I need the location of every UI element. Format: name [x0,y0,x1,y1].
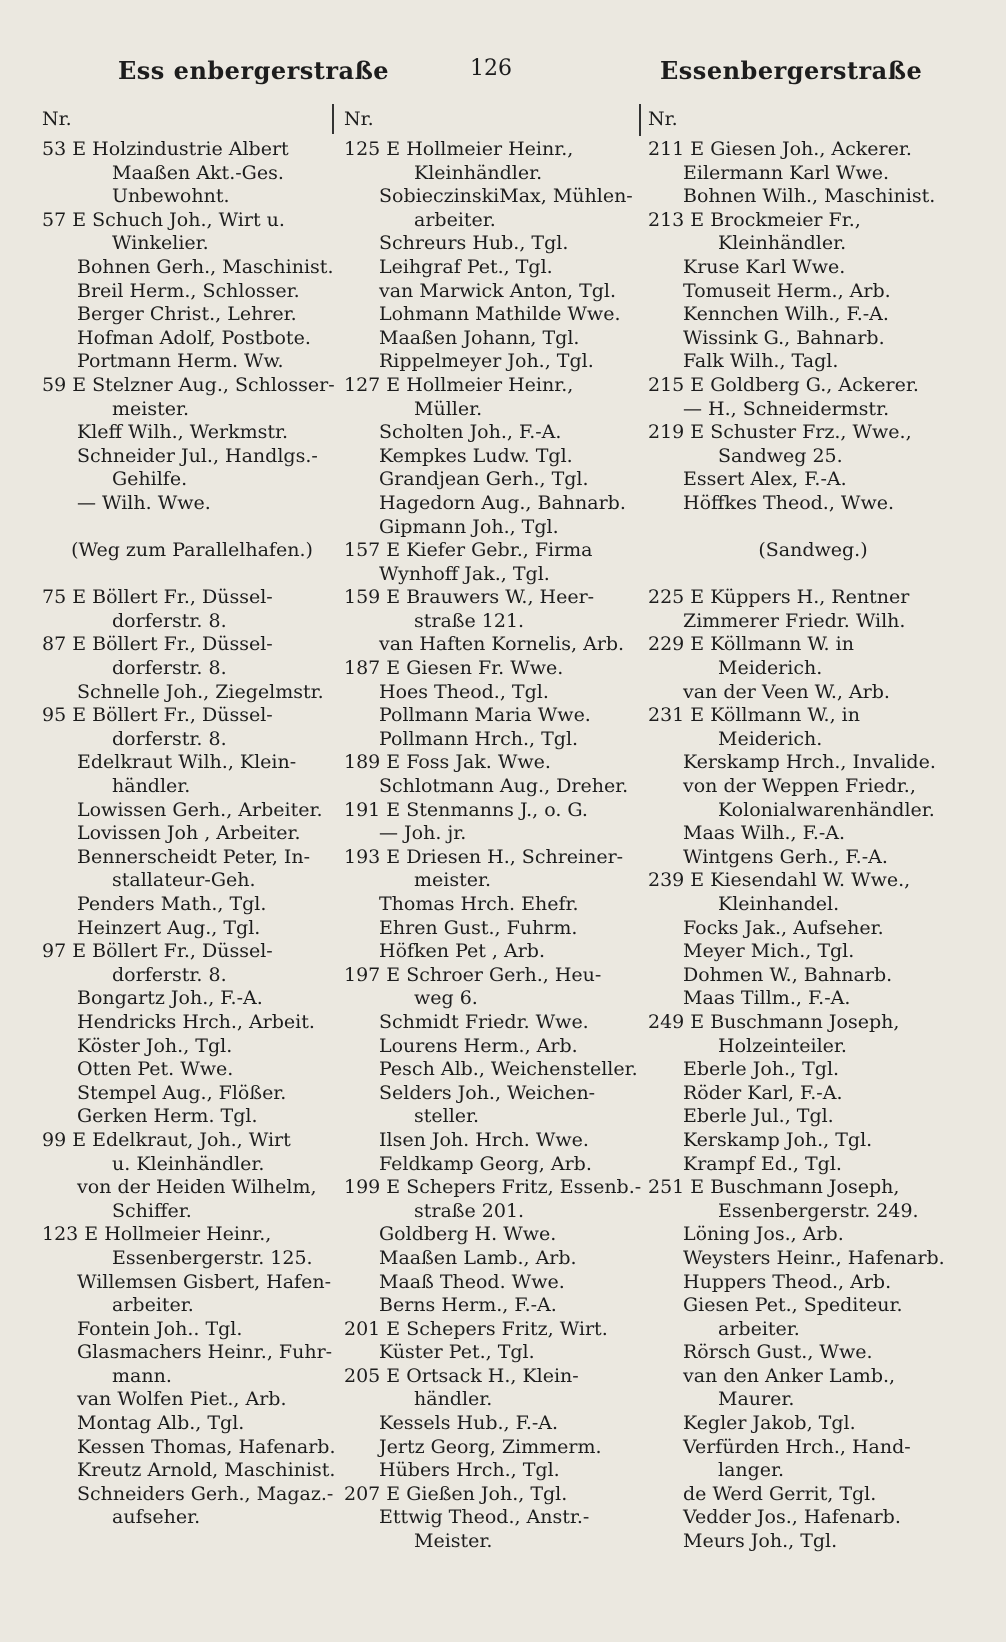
directory-entry-line: 189 E Foss Jak. Wwe. [344,751,551,774]
directory-entry-line: Höffkes Theod., Wwe. [683,491,895,514]
directory-entry-line: Hendricks Hrch., Arbeit. [77,1010,315,1033]
running-title-right: Essenbergerstraße [660,56,923,85]
directory-entry-line: Rippelmeyer Joh., Tgl. [379,350,594,373]
page-header [0,56,1006,92]
directory-entry-line: Essert Alex, F.-A. [683,468,847,491]
directory-entry-line: Gehilfe. [112,468,188,491]
directory-entry-line: Tomuseit Herm., Arb. [683,279,891,302]
directory-entry-line: Kessen Thomas, Hafenarb. [77,1435,336,1458]
directory-entry-line: 125 E Hollmeier Heinr., [344,138,574,160]
directory-entry-line: Kleinhändler. [414,161,543,184]
directory-entry-line: Schmidt Friedr. Wwe. [379,1010,589,1033]
directory-entry-line: Hübers Hrch., Tgl. [379,1459,560,1482]
directory-entry-line: Röder Karl, F.-A. [683,1081,843,1104]
directory-entry-line: 219 E Schuster Frz., Wwe., [648,421,912,444]
directory-entry-line: 207 E Gießen Joh., Tgl. [344,1482,568,1505]
directory-entry-line: Meiderich. [718,657,823,680]
directory-entry-line: dorferstr. 8. [112,963,227,986]
directory-entry-line: Kolonialwarenhändler. [718,798,935,821]
directory-entry-line: Kempkes Ludw. Tgl. [379,444,573,467]
directory-entry-line: langer. [718,1459,785,1482]
directory-entry-line: Hofman Adolf, Postbote. [77,326,311,349]
directory-entry-line: Schlotmann Aug., Dreher. [379,775,629,798]
directory-entry-line: 205 E Ortsack H., Klein- [344,1364,579,1387]
directory-entry-line: 197 E Schroer Gerh., Heu- [344,963,602,986]
directory-entry-line: Wissink G., Bahnarb. [683,326,885,349]
spacer [648,563,978,587]
directory-entry-line: Heinzert Aug., Tgl. [77,916,261,939]
directory-entry-line: Meister. [414,1530,493,1553]
directory-entry-line: Unbewohnt. [112,185,230,208]
directory-entry-line: stallateur-Geh. [112,869,256,892]
directory-entry-line: van den Anker Lamb., [683,1364,896,1387]
directory-entry-line: Bongartz Joh., F.-A. [77,987,263,1010]
directory-entry-line: Ilsen Joh. Hrch. Wwe. [379,1128,589,1151]
directory-entry-line: 211 E Giesen Joh., Ackerer. [648,138,912,160]
directory-entry-line: Schneiders Gerh., Magaz.- [77,1482,334,1505]
directory-entry-line: Maurer. [718,1388,795,1411]
directory-entry-line: Fontein Joh.. Tgl. [77,1317,243,1340]
directory-entry-line: Ehren Gust., Fuhrm. [379,916,578,939]
directory-entry-line: Maaßen Lamb., Arb. [379,1246,577,1269]
directory-entry-line: aufseher. [112,1506,201,1529]
spacer [42,563,342,587]
directory-entry-line: Schiffer. [112,1199,192,1222]
directory-entry-line: Sandweg 25. [718,444,843,467]
directory-entry-line: dorferstr. 8. [112,657,227,680]
column-nr-label: Nr. [344,108,374,130]
street-section-heading: (Sandweg.) [758,539,868,562]
directory-entry-line: Grandjean Gerh., Tgl. [379,468,589,491]
directory-entry-line: Dohmen W., Bahnarb. [683,963,893,986]
directory-entry-line: Bohnen Wilh., Maschinist. [683,185,936,208]
directory-entry-line: 127 E Hollmeier Heinr., [344,373,574,396]
column-3 [648,108,978,1554]
directory-entry-line: Thomas Hrch. Ehefr. [379,893,579,915]
directory-entry-line: von der Weppen Friedr., [683,775,916,798]
directory-entry-line: Breil Herm., Schlosser. [77,279,300,302]
directory-entry-line: Penders Math., Tgl. [77,893,267,915]
directory-entry-line: 215 E Goldberg G., Ackerer. [648,373,919,396]
directory-entry-line: u. Kleinhändler. [112,1152,265,1175]
column-nr-label: Nr. [648,108,678,130]
directory-entry-line: 157 E Kiefer Gebr., Firma [344,539,593,562]
directory-entry-line: 193 E Driesen H., Schreiner- [344,845,624,868]
directory-entry-line: Löning Jos., Arb. [683,1223,844,1246]
directory-entry-line: 239 E Kiesendahl W. Wwe., [648,869,911,892]
directory-entry-line: Lowissen Gerh., Arbeiter. [77,798,323,821]
directory-entry-line: Meyer Mich., Tgl. [683,940,855,963]
directory-entry-line: Kleinhandel. [718,893,840,915]
directory-entry-line: Eberle Jul., Tgl. [683,1105,834,1128]
directory-entry-line: Edelkraut Wilh., Klein- [77,751,297,774]
directory-entry-line: Pollmann Hrch., Tgl. [379,727,579,750]
directory-entry-line: Wynhoff Jak., Tgl. [379,562,550,585]
directory-entry-line: — H., Schneidermstr. [683,397,890,420]
directory-entry-line: Kleinhändler. [718,232,847,255]
directory-entry-line: Focks Jak., Aufseher. [683,916,884,939]
directory-entry-line: Kerskamp Joh., Tgl. [683,1128,873,1151]
directory-entry-line: Schneider Jul., Handlgs.- [77,444,318,467]
directory-entry-line: Bohnen Gerh., Maschinist. [77,255,334,278]
directory-entry-line: Jertz Georg, Zimmerm. [379,1435,602,1458]
directory-entry-line: Pesch Alb., Weichensteller. [379,1058,638,1081]
directory-entry-line: — Wilh. Wwe. [77,491,211,514]
directory-entry-line: 99 E Edelkraut, Joh., Wirt [42,1128,291,1151]
directory-entry-line: arbeiter. [414,208,496,231]
directory-entry-line: arbeiter. [718,1317,800,1340]
directory-entry-line: SobieczinskiMax, Mühlen- [379,185,633,208]
directory-entry-line: Meiderich. [718,727,823,750]
directory-entry-line: meister. [414,869,492,892]
directory-entry-line: steller. [414,1105,480,1128]
directory-entry-line: 249 E Buschmann Joseph, [648,1010,900,1033]
directory-entry-line: Schreurs Hub., Tgl. [379,232,569,255]
directory-entry-line: Höfken Pet , Arb. [379,940,546,963]
directory-entry-line: straße 121. [414,609,525,632]
directory-entry-line: Küster Pet., Tgl. [379,1341,535,1364]
directory-entry-line: Essenbergerstr. 125. [112,1246,313,1269]
directory-entry-line: Gipmann Joh., Tgl. [379,515,559,538]
directory-entry-line: van Haften Kornelis, Arb. [379,633,625,656]
directory-entry-line: Schnelle Joh., Ziegelmstr. [77,680,324,703]
directory-entry-line: de Werd Gerrit, Tgl. [683,1482,877,1505]
directory-entry-line: 75 E Böllert Fr., Düssel- [42,586,273,609]
directory-entry-line: Maas Tillm., F.-A. [683,987,851,1010]
directory-entry-line: Kruse Karl Wwe. [683,255,846,278]
directory-entry-line: Stempel Aug., Flößer. [77,1081,287,1104]
directory-entry-line: dorferstr. 8. [112,727,227,750]
directory-entry-line: arbeiter. [112,1294,194,1317]
directory-entry-line: van Marwick Anton, Tgl. [379,279,617,302]
directory-entry-line: Wintgens Gerh., F.-A. [683,845,888,868]
directory-entry-line: Goldberg H. Wwe. [379,1223,557,1246]
directory-entry-line: mann. [112,1364,172,1387]
directory-entry-line: Meurs Joh., Tgl. [683,1530,838,1553]
directory-entry-line: Feldkamp Georg, Arb. [379,1152,592,1175]
directory-entry-line: 199 E Schepers Fritz, Essenb.- [344,1176,642,1199]
directory-entry-line: 53 E Holzindustrie Albert [42,138,289,160]
directory-entry-line: Eilermann Karl Wwe. [683,161,890,184]
directory-entry-line: van der Veen W., Arb. [683,680,890,703]
directory-entry-line: weg 6. [414,987,478,1010]
directory-entry-line: Leihgraf Pet., Tgl. [379,255,553,278]
directory-entry-line: Hagedorn Aug., Bahnarb. [379,491,626,514]
directory-entry-line: Willemsen Gisbert, Hafen- [77,1270,331,1293]
directory-entry-line: Kegler Jakob, Tgl. [683,1412,856,1435]
directory-entry-line: von der Heiden Wilhelm, [77,1176,317,1199]
directory-entry-line: Krampf Ed., Tgl. [683,1152,842,1175]
directory-entry-line: Hoes Theod., Tgl. [379,680,549,703]
directory-entry-line: Müller. [414,397,483,420]
directory-entry-line: 251 E Buschmann Joseph, [648,1176,900,1199]
directory-entry-line: Montag Alb., Tgl. [77,1412,245,1435]
directory-entry-line: 97 E Böllert Fr., Düssel- [42,940,273,963]
column-1 [42,108,342,1530]
spacer [42,516,342,540]
directory-entry-line: Ettwig Theod., Anstr.- [379,1506,590,1529]
directory-entry-line: 191 E Stenmanns J., o. G. [344,798,588,821]
directory-entry-line: Otten Pet. Wwe. [77,1058,234,1081]
directory-entry-line: Holzeinteiler. [718,1034,847,1057]
directory-entry-line: 229 E Köllmann W. in [648,633,854,656]
directory-entry-line: Kessels Hub., F.-A. [379,1412,559,1435]
directory-entry-line: Huppers Theod., Arb. [683,1270,892,1293]
directory-entry-line: Pollmann Maria Wwe. [379,704,591,727]
directory-entry-line: 201 E Schepers Fritz, Wirt. [344,1317,608,1340]
directory-entry-line: 159 E Brauwers W., Heer- [344,586,595,609]
directory-entry-line: Bennerscheidt Peter, In- [77,845,311,868]
directory-entry-line: Maas Wilh., F.-A. [683,822,846,845]
directory-entry-line: Zimmerer Friedr. Wilh. [683,609,906,632]
directory-entry-line: Maaßen Johann, Tgl. [379,326,580,349]
directory-entry-line: Berger Christ., Lehrer. [77,303,297,326]
directory-entry-line: Essenbergerstr. 249. [718,1199,919,1222]
directory-entry-line: 59 E Stelzner Aug., Schlosser- [42,373,335,396]
directory-entry-line: Maaßen Akt.-Ges. [112,161,284,184]
directory-entry-line: meister. [112,397,190,420]
directory-entry-line: Gerken Herm. Tgl. [77,1105,258,1128]
directory-entry-line: händler. [112,775,191,798]
directory-entry-line: Berns Herm., F.-A. [379,1294,557,1317]
directory-entry-line: Rörsch Gust., Wwe. [683,1341,873,1364]
spacer [648,516,978,540]
directory-entry-line: 123 E Hollmeier Heinr., [42,1223,272,1246]
street-section-heading: (Weg zum Parallelhafen.) [71,539,313,562]
directory-entry-line: Scholten Joh., F.-A. [379,421,562,444]
directory-entry-line: Kreutz Arnold, Maschinist. [77,1459,336,1482]
directory-entry-line: Köster Joh., Tgl. [77,1034,233,1057]
directory-entry-line: 213 E Brockmeier Fr., [648,208,861,231]
directory-entry-line: Weysters Heinr., Hafenarb. [683,1246,945,1269]
directory-entry-line: Vedder Jos., Hafenarb. [683,1506,901,1529]
directory-entry-line: händler. [414,1388,493,1411]
directory-entry-line: Kennchen Wilh., F.-A. [683,303,889,326]
directory-entry-line: 187 E Giesen Fr. Wwe. [344,657,564,680]
directory-entry-line: Maaß Theod. Wwe. [379,1270,565,1293]
directory-entry-line: Kleff Wilh., Werkmstr. [77,421,289,444]
directory-entry-line: Falk Wilh., Tagl. [683,350,839,373]
directory-entry-line: 57 E Schuch Joh., Wirt u. [42,208,285,231]
directory-entry-line: dorferstr. 8. [112,609,227,632]
directory-entry-line: Kerskamp Hrch., Invalide. [683,751,936,774]
directory-entry-line: Winkelier. [112,232,209,255]
running-title-left: Ess enbergerstraße [118,56,390,85]
directory-entry-line: Portmann Herm. Ww. [77,350,284,373]
directory-entry-line: — Joh. jr. [379,822,467,845]
column-nr-label: Nr. [42,108,72,130]
directory-entry-line: Lovissen Joh , Arbeiter. [77,822,301,845]
directory-entry-line: Lourens Herm., Arb. [379,1034,578,1057]
directory-entry-line: 87 E Böllert Fr., Düssel- [42,633,273,656]
directory-entry-line: 95 E Böllert Fr., Düssel- [42,704,273,727]
directory-entry-line: Verfürden Hrch., Hand- [683,1435,911,1458]
directory-entry-line: Giesen Pet., Spediteur. [683,1294,903,1317]
directory-entry-line: straße 201. [414,1199,525,1222]
directory-entry-line: 225 E Küppers H., Rentner [648,586,910,609]
directory-entry-line: Eberle Joh., Tgl. [683,1058,840,1081]
directory-entry-line: van Wolfen Piet., Arb. [77,1388,287,1411]
directory-entry-line: Selders Joh., Weichen- [379,1081,596,1104]
directory-entry-line: Lohmann Mathilde Wwe. [379,303,621,326]
directory-entry-line: 231 E Köllmann W., in [648,704,860,727]
directory-entry-line: Glasmachers Heinr., Fuhr- [77,1341,333,1364]
page-number: 126 [470,56,512,81]
column-2 [344,108,644,1554]
